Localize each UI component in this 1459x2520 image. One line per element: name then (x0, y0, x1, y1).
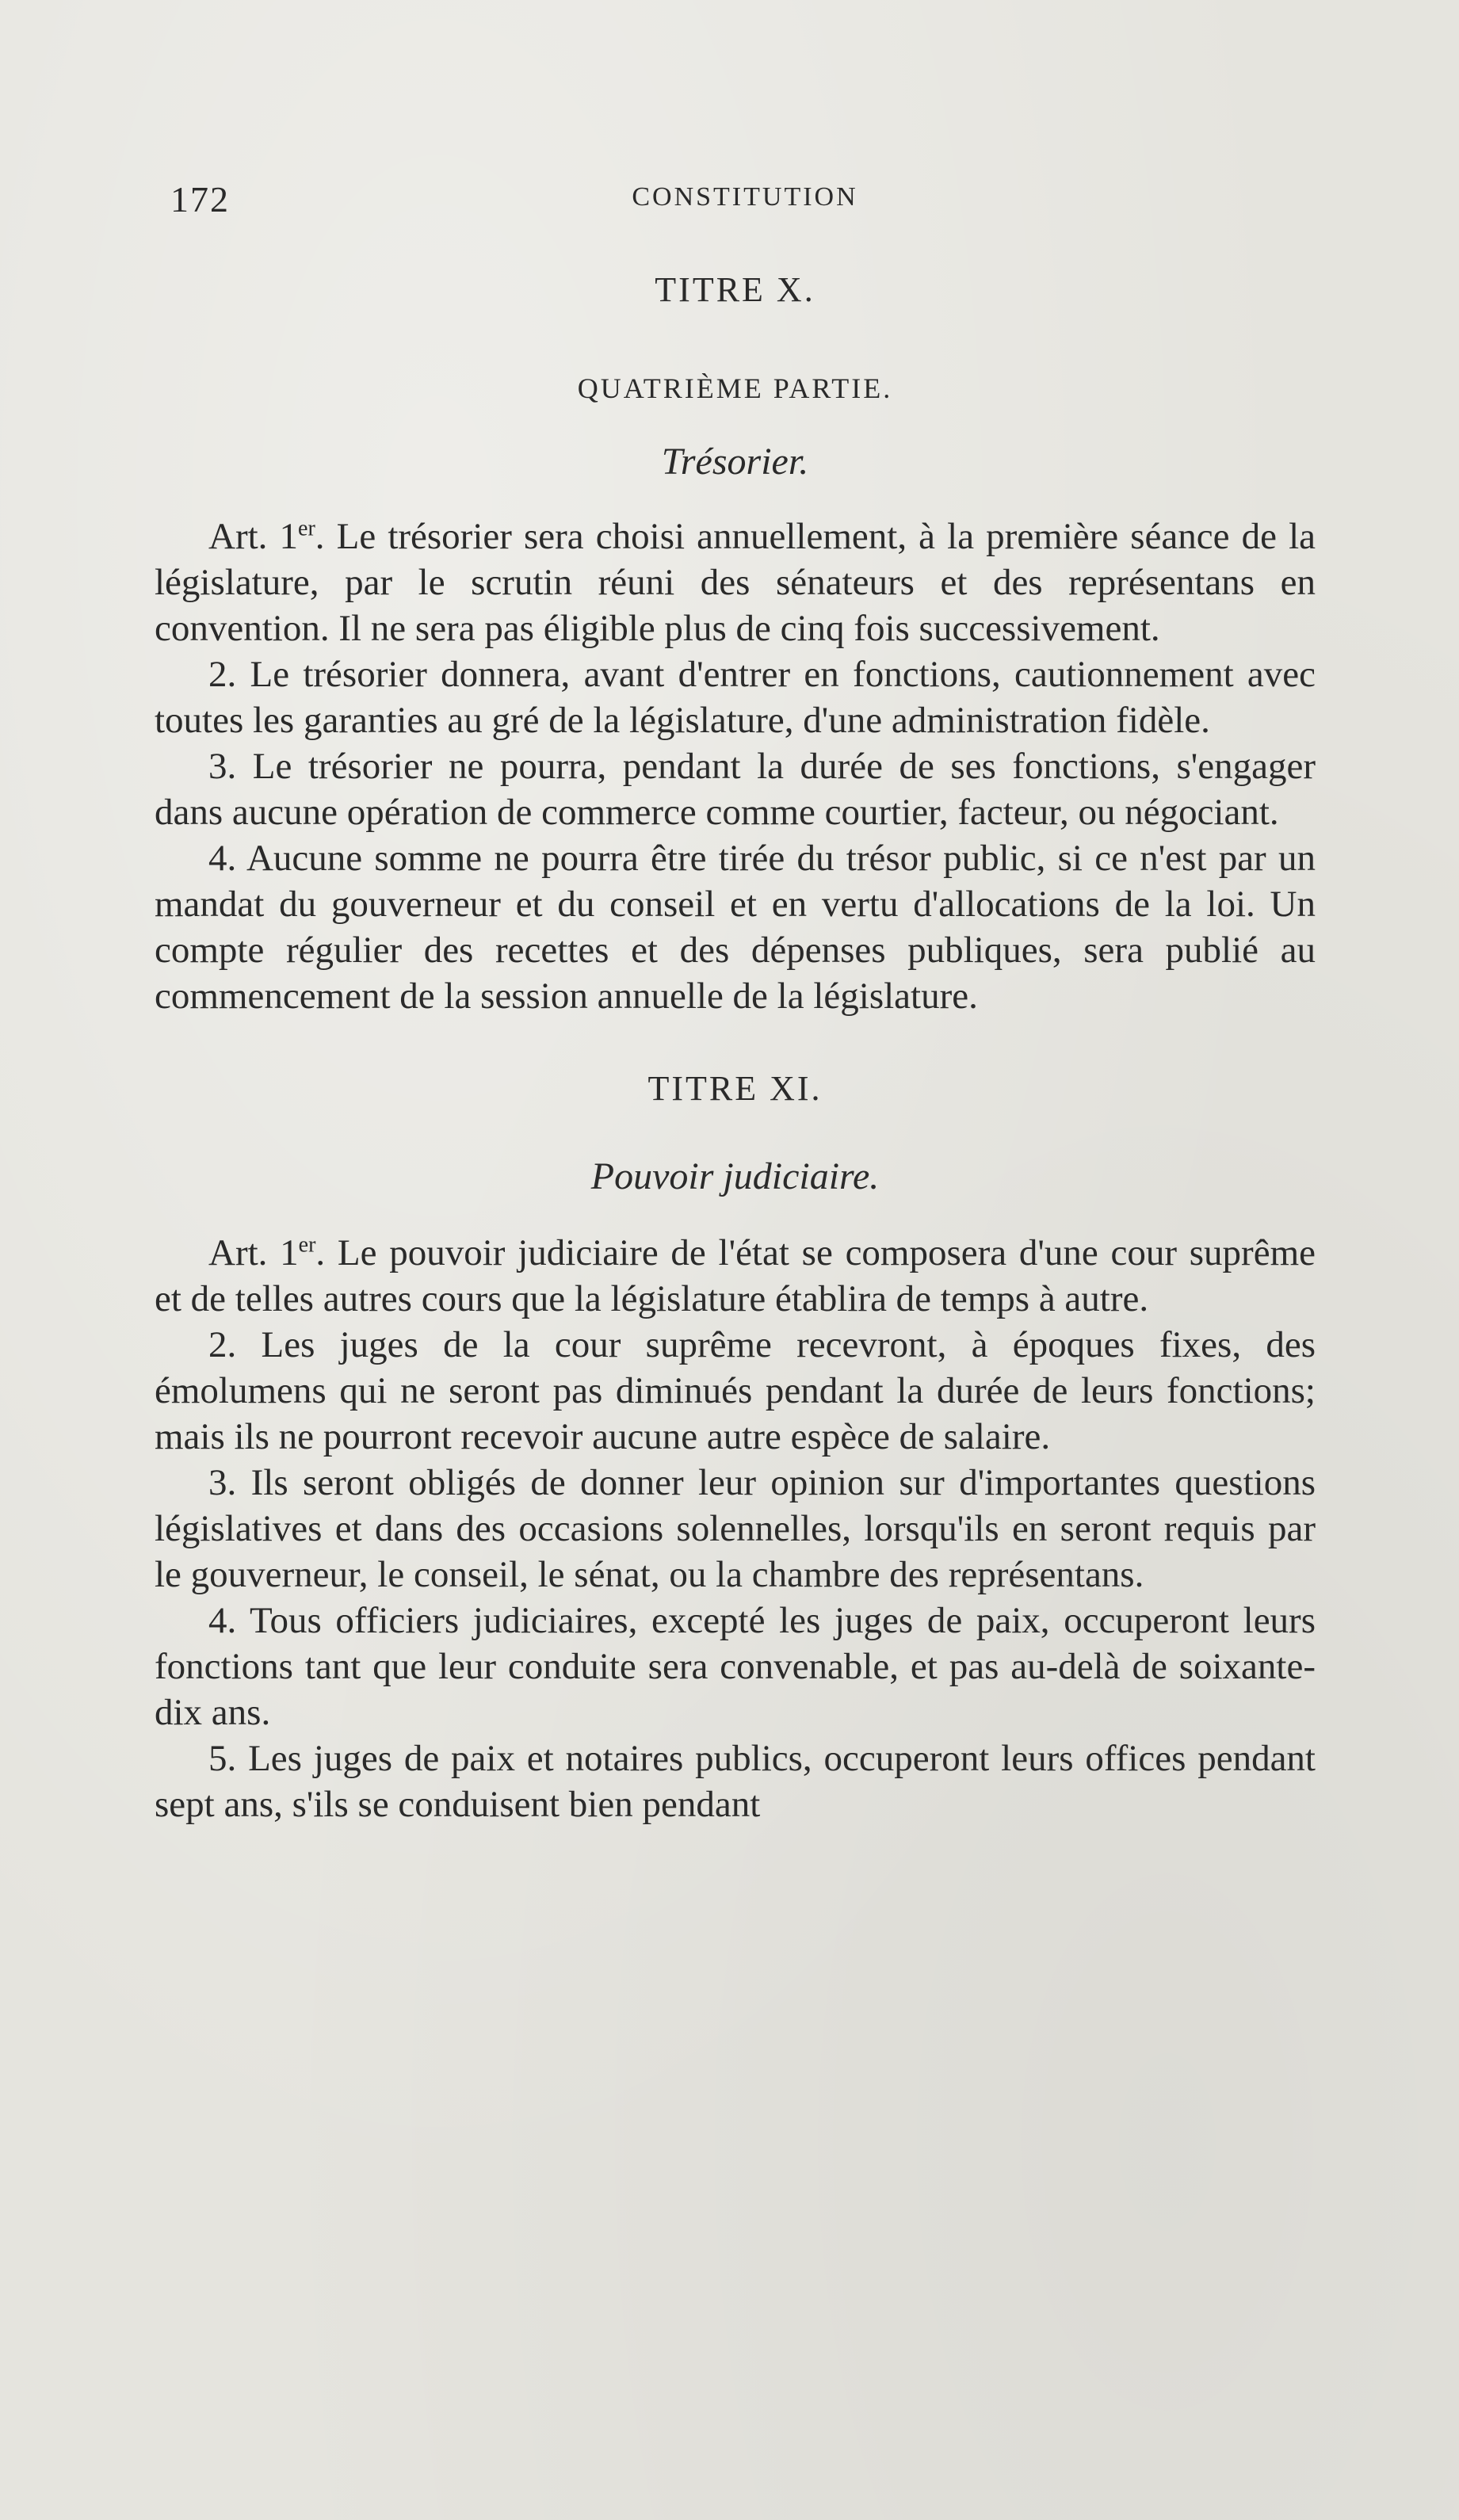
article-x-4: 4. Aucune somme ne pourra être tirée du trésor public, si ce n'est par un mandat du gouverneur et du conseil et en vertu d'allocations de la loi. Un compte régulier des recettes et des dépenses publiques, sera publié au commencement de la session annuelle de la législature. (155, 838, 1316, 1017)
article-xi-4: 4. Tous officiers judiciaires, excepté les juges de paix, occuperont leurs fonctions tant que leur conduite sera convenable, et pas au-delà de soixante-dix ans. (155, 1600, 1316, 1733)
article-xi-1 (155, 1230, 1316, 1322)
treasurer-rubric: Trésorier. (661, 441, 809, 483)
article-xi-1-lead: Art. 1 (208, 1232, 299, 1273)
part-heading: QUATRIÈME PARTIE. (577, 372, 893, 404)
article-x-1-text: . Le trésorier sera choisi annuellement, à la première séance de la législature, par le scrutin réuni des sénateurs et des représentans en convention. Il ne sera pas éligible plus de cinq fois successivement. (155, 516, 1316, 649)
article-x-2: 2. Le trésorier donnera, avant d'entrer en fonctions, cautionnement avec toutes les garanties au gré de la législature, d'une administration fidèle. (155, 654, 1316, 741)
article-xi-1-text: . Le pouvoir judiciaire de l'état se composera d'une cour suprême et de telles autres cours que la législature établira de temps à autre. (155, 1232, 1316, 1319)
title-xi-heading: TITRE XI. (647, 1069, 823, 1108)
article-xi-2: 2. Les juges de la cour suprême recevront, à époques fixes, des émolumens qui ne seront pas diminués pendant la durée de leurs fonctions; mais ils ne pourront recevoir aucune autre espèce de salaire. (155, 1324, 1316, 1457)
page-content (155, 269, 1316, 1827)
running-title: CONSTITUTION (632, 182, 858, 212)
title-x-heading: TITRE X. (655, 270, 815, 309)
running-head (170, 178, 1320, 226)
article-xi-5: 5. Les juges de paix et notaires publics, occuperont leurs offices pendant sept ans, s'ils se conduisent bien pendant (155, 1738, 1316, 1825)
article-xi-3: 3. Ils seront obligés de donner leur opinion sur d'importantes questions législatives et dans des occasions solennelles, lorsqu'ils en seront requis par le gouverneur, le conseil, le sénat, ou la chambre des représentans. (155, 1462, 1316, 1595)
article-x-1-lead: Art. 1 (208, 516, 299, 557)
article-x-1 (155, 514, 1316, 651)
page-number: 172 (170, 179, 230, 220)
article-x-3: 3. Le trésorier ne pourra, pendant la durée de ses fonctions, s'engager dans aucune opération de commerce comme courtier, facteur, ou négociant. (155, 746, 1316, 833)
judiciary-rubric: Pouvoir judiciaire. (590, 1155, 880, 1197)
article-xi-1-sup: er (298, 1232, 316, 1258)
article-x-1-sup: er (298, 516, 315, 541)
